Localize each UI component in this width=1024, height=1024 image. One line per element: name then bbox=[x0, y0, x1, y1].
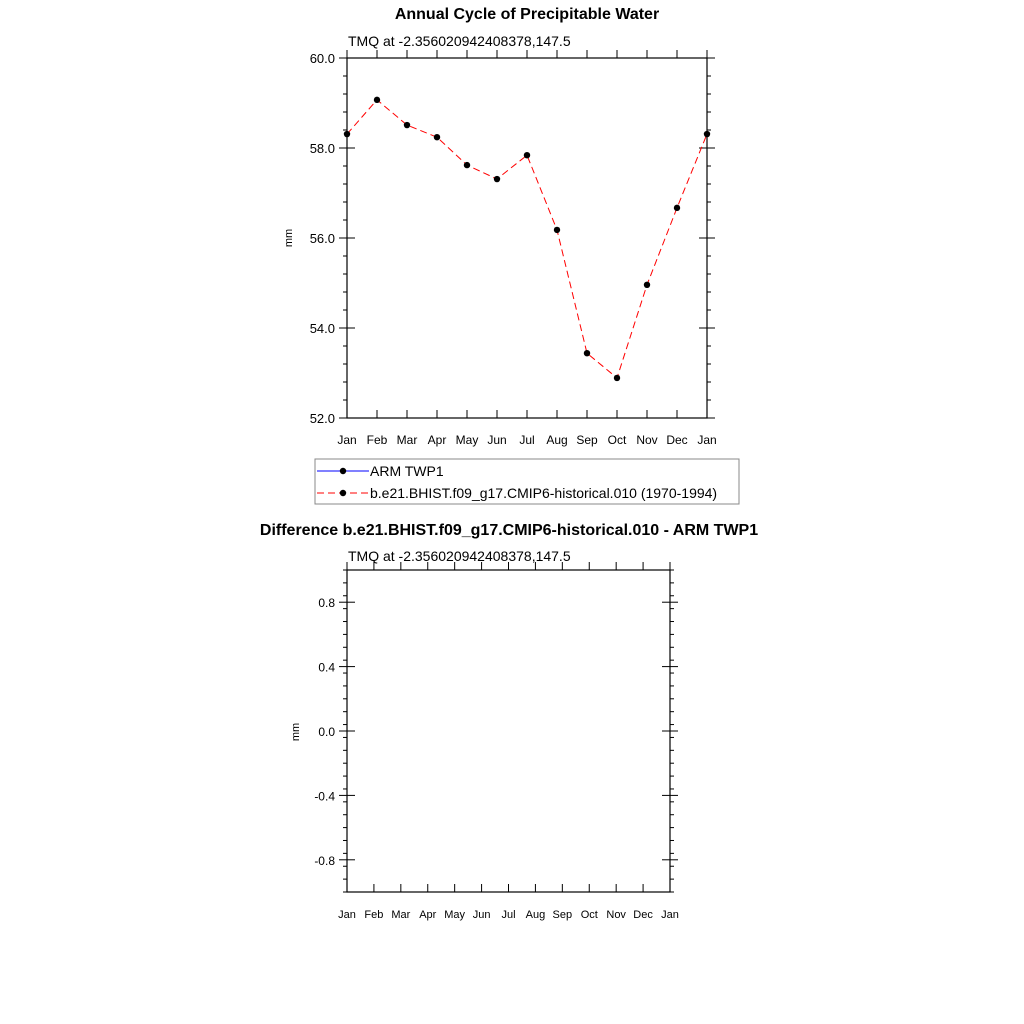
top-xtick-label: Dec bbox=[666, 433, 688, 447]
bottom-frame bbox=[347, 570, 670, 892]
top-data-point bbox=[584, 350, 590, 356]
top-data-point bbox=[704, 131, 710, 137]
top-ytick-label: 56.0 bbox=[309, 231, 335, 246]
top-xtick-label: Jun bbox=[487, 433, 507, 447]
top-xtick-label: Jan bbox=[697, 433, 717, 447]
top-ytick-label: 58.0 bbox=[309, 141, 335, 156]
bottom-ytick-label: -0.4 bbox=[314, 789, 335, 804]
bottom-xtick-label: Oct bbox=[580, 909, 598, 921]
top-xtick-label: Nov bbox=[636, 433, 658, 447]
top-xtick-label: Apr bbox=[427, 433, 447, 447]
legend-marker-arm bbox=[340, 468, 346, 474]
legend-label-model: b.e21.BHIST.f09_g17.CMIP6-historical.010 (1970-1994) bbox=[370, 485, 718, 501]
top-data-point bbox=[644, 282, 650, 288]
top-data-point bbox=[674, 205, 680, 211]
bottom-xtick-label: Feb bbox=[364, 909, 384, 921]
bottom-chart-ylabel: mm bbox=[290, 722, 302, 742]
top-data-point bbox=[464, 162, 470, 168]
legend-label-arm: ARM TWP1 bbox=[370, 463, 444, 479]
top-frame bbox=[347, 58, 707, 418]
bottom-xtick-label: May bbox=[444, 909, 466, 921]
bottom-xtick-label: Jan bbox=[661, 909, 679, 921]
bottom-ytick-label: -0.8 bbox=[314, 853, 335, 868]
top-data-point bbox=[434, 134, 440, 140]
legend-marker-model bbox=[340, 490, 346, 496]
top-data-point bbox=[524, 152, 530, 158]
top-xtick-label: Mar bbox=[396, 433, 418, 447]
top-data-point bbox=[554, 227, 560, 233]
top-xtick-label: Jul bbox=[519, 433, 535, 447]
top-series-line-1 bbox=[347, 100, 707, 378]
bottom-xtick-label: Jan bbox=[338, 909, 356, 921]
bottom-ytick-label: 0.0 bbox=[318, 725, 335, 739]
bottom-xtick-label: Dec bbox=[633, 909, 653, 921]
bottom-xtick-label: Apr bbox=[419, 909, 437, 921]
top-xtick-label: May bbox=[455, 433, 479, 447]
top-chart-ylabel: mm bbox=[283, 228, 295, 248]
legend bbox=[315, 459, 739, 504]
top-xtick-label: Jan bbox=[337, 433, 357, 447]
bottom-xtick-label: Nov bbox=[606, 909, 626, 921]
bottom-xtick-label: Sep bbox=[552, 909, 573, 921]
bottom-ytick-label: 0.8 bbox=[318, 596, 335, 611]
bottom-ytick-label: 0.4 bbox=[318, 660, 335, 675]
top-chart-title: Annual Cycle of Precipitable Water bbox=[394, 6, 660, 23]
top-data-point bbox=[494, 176, 500, 182]
top-data-point bbox=[614, 375, 620, 381]
top-ytick-label: 54.0 bbox=[309, 321, 335, 336]
bottom-chart-title: Difference b.e21.BHIST.f09_g17.CMIP6-historical.010 - ARM TWP1 bbox=[259, 522, 759, 539]
top-data-point bbox=[374, 97, 380, 103]
top-data-point bbox=[344, 131, 350, 137]
top-xtick-label: Oct bbox=[607, 433, 627, 447]
bottom-chart-subtitle: TMQ at -2.356020942408378,147.5 bbox=[348, 548, 571, 564]
top-ytick-label: 60.0 bbox=[309, 51, 335, 66]
top-plot-area bbox=[310, 50, 717, 447]
top-xtick-label: Sep bbox=[576, 433, 598, 447]
top-ytick-label: 52.0 bbox=[309, 411, 335, 426]
bottom-plot-area bbox=[314, 562, 679, 921]
bottom-xtick-label: Mar bbox=[391, 909, 411, 921]
bottom-xtick-label: Jun bbox=[472, 909, 491, 921]
bottom-xtick-label: Jul bbox=[501, 909, 516, 921]
top-chart-subtitle: TMQ at -2.356020942408378,147.5 bbox=[348, 33, 571, 49]
top-data-point bbox=[404, 122, 410, 128]
top-xtick-label: Aug bbox=[546, 433, 568, 447]
top-xtick-label: Feb bbox=[366, 433, 388, 447]
bottom-xtick-label: Aug bbox=[525, 909, 546, 921]
